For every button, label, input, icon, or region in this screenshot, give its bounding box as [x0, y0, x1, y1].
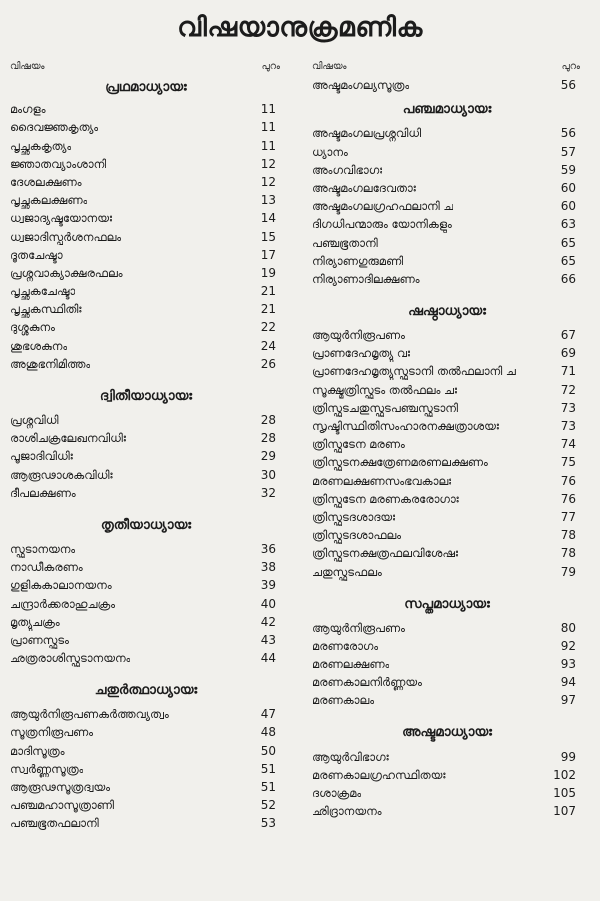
- entry-page: 19: [260, 265, 276, 280]
- entry-page: 60: [560, 180, 576, 195]
- entry-page: 48: [260, 725, 276, 740]
- chapter-gap: [10, 502, 282, 510]
- toc-entry: [312, 179, 582, 197]
- entry-page: 30: [260, 467, 276, 482]
- entry-topic: പ്രാണസ്ഫുടം: [10, 632, 69, 647]
- entry-page: 26: [260, 356, 276, 371]
- entry-page: 11: [260, 102, 276, 117]
- right-column: [312, 58, 582, 828]
- toc-entry: [10, 209, 282, 227]
- entry-topic: ദൈവജ്ഞകൃത്യം: [10, 120, 99, 135]
- toc-entry: [312, 142, 582, 160]
- entry-topic: അഷ്ടമംഗല്യസൂത്രം: [312, 78, 410, 93]
- entry-topic: രാശിചക്രലേഖനവിധിഃ: [10, 431, 126, 446]
- toc-entry: [312, 399, 582, 417]
- toc-entry: [10, 778, 282, 796]
- entry-topic: ത്രിസ്ഫുടനക്ഷത്രേണമരണലക്ഷണം: [312, 455, 488, 470]
- toc-entry: [312, 233, 582, 251]
- entry-page: 44: [260, 651, 276, 666]
- toc-entry: [312, 691, 582, 709]
- entry-topic: അഷ്ടമംഗലപ്രശ്നവിധി: [312, 126, 422, 141]
- chapter-heading: പ്രഥമാധ്യായഃ: [105, 79, 187, 95]
- entry-page: 56: [560, 78, 576, 93]
- entry-page: 99: [560, 749, 576, 764]
- toc-entry: [10, 118, 282, 136]
- toc-entry: [10, 411, 282, 429]
- chapter-gap: [312, 288, 582, 296]
- page-heading: പുറം: [261, 61, 280, 72]
- entry-page: 66: [560, 271, 576, 286]
- chapter-heading: ദ്വിതീയാധ്യായഃ: [99, 387, 193, 404]
- chapter-heading: ഷഷ്ഠാധ്യായഃ: [408, 302, 486, 319]
- toc-entry: [312, 417, 582, 435]
- entry-topic: പൃച്ഛകസ്ഥിതിഃ: [10, 302, 82, 317]
- chapter-gap: [10, 373, 282, 381]
- entry-page: 65: [560, 253, 576, 268]
- chapter-heading: തൃതീയാധ്യായഃ: [100, 516, 192, 533]
- toc-entry: [10, 613, 282, 631]
- toc-entry: [10, 741, 282, 759]
- entry-page: 76: [560, 491, 576, 506]
- toc-entry: [10, 246, 282, 264]
- chapter-heading: പഞ്ചമാധ്യായഃ: [402, 101, 492, 118]
- entry-topic: പ്രാണദേഹമൃത്യുസ്ഫുടാനി തൽഫലാനി ച: [312, 364, 516, 379]
- entry-page: 11: [260, 138, 276, 153]
- toc-entry: [312, 326, 582, 344]
- entry-topic: പൃച്ഛകചേഷ്ടാ: [10, 284, 76, 299]
- toc-entry: [312, 619, 582, 637]
- entry-topic: മരണകാലഗ്രഹസ്ഥിതയഃ: [312, 767, 446, 782]
- entry-page: 63: [560, 217, 576, 232]
- entry-page: 22: [260, 320, 276, 335]
- subject-heading: വിഷയം: [10, 61, 45, 72]
- entry-page: 14: [260, 211, 276, 226]
- entry-page: 69: [560, 346, 576, 361]
- entry-page: 21: [260, 284, 276, 299]
- toc-entry: [312, 380, 582, 398]
- entry-topic: പ്രശ്നവിധി: [10, 413, 59, 427]
- entry-page: 38: [260, 560, 276, 575]
- entry-topic: ആയുർനിരൂപണം: [312, 328, 405, 343]
- entry-page: 93: [560, 657, 576, 672]
- entry-page: 12: [260, 174, 276, 189]
- toc-entry: [312, 544, 582, 562]
- entry-topic: സൃഷ്ടിസ്ഥിതിസംഹാരനക്ഷത്രാശയഃ: [312, 419, 500, 433]
- entry-page: 42: [260, 614, 276, 629]
- entry-page: 28: [260, 431, 276, 446]
- toc-entry: [10, 336, 282, 354]
- entry-topic: പ്രാണദേഹമൃത്യു വഃ: [312, 346, 411, 361]
- toc-entry: [10, 558, 282, 576]
- entry-page: 79: [560, 564, 576, 579]
- entry-topic: അഷ്ടമംഗലഗ്രഹഫലാനി ച: [312, 199, 454, 214]
- entry-page: 13: [260, 193, 276, 208]
- entry-topic: ത്രിസ്ഫുടചതുസ്ഫുടപഞ്ചസ്ഫുടാനി: [312, 400, 458, 415]
- toc-entry: [10, 576, 282, 594]
- toc-entry: [312, 655, 582, 673]
- entry-page: 53: [260, 816, 276, 831]
- toc-entry: [10, 155, 282, 173]
- toc-entry: [10, 300, 282, 318]
- entry-topic: നിര്യാണഗുരുമണി: [312, 253, 404, 268]
- entry-page: 28: [260, 413, 276, 427]
- entry-topic: പ്രശ്നവാക്യാക്ഷരഫലം: [10, 265, 123, 280]
- toc-entry: [312, 562, 582, 580]
- left-column: [10, 58, 282, 840]
- entry-page: 92: [560, 638, 576, 653]
- entry-topic: ദൂതചേഷ്ടാ: [10, 247, 63, 262]
- entry-topic: പഞ്ചഭൂതഫലാനി: [10, 816, 99, 831]
- entry-topic: അംഗവിഭാഗഃ: [312, 162, 383, 177]
- toc-entry: [312, 435, 582, 453]
- entry-page: 12: [260, 156, 276, 171]
- page-heading: പുറം: [561, 61, 580, 72]
- entry-page: 105: [553, 786, 576, 800]
- entry-topic: പഞ്ചമഹാസൂത്രാണി: [10, 798, 114, 813]
- toc-entry: [10, 282, 282, 300]
- entry-topic: ആയുർവിഭാഗഃ: [312, 749, 389, 764]
- entry-page: 73: [560, 419, 576, 433]
- chapter-heading: ചതുർത്ഥാധ്യായഃ: [94, 682, 198, 699]
- chapter-gap: [312, 709, 582, 717]
- toc-entry: [10, 540, 282, 558]
- toc-entry: [312, 161, 582, 179]
- toc-entry: [312, 766, 582, 784]
- entry-page: 40: [260, 596, 276, 611]
- chapter-gap: [312, 820, 582, 828]
- entry-page: 72: [560, 382, 576, 397]
- entry-page: 24: [260, 338, 276, 353]
- entry-topic: ആയുർനിരൂപണം: [312, 620, 405, 635]
- entry-topic: അഷ്ടമംഗലദേവതാഃ: [312, 180, 416, 195]
- toc-entry: [312, 747, 582, 765]
- toc-entry: [312, 215, 582, 233]
- entry-topic: ധ്വജാദ്യഷ്ടയോനയഃ: [10, 211, 113, 226]
- entry-topic: ജ്ഞാതവ്യാംശാനി: [10, 156, 107, 171]
- toc-entry: [10, 100, 282, 118]
- chapter-heading: സപ്തമാധ്യായഃ: [404, 595, 490, 612]
- page-title: വിഷയാനുക്രമണിക: [177, 12, 423, 43]
- entry-page: 97: [560, 693, 576, 708]
- entry-page: 73: [560, 400, 576, 415]
- toc-entry: [10, 594, 282, 612]
- toc-entry: [312, 508, 582, 526]
- toc-entry: [10, 318, 282, 336]
- toc-entry: [312, 344, 582, 362]
- entry-page: 47: [260, 707, 276, 722]
- toc-entry: [312, 362, 582, 380]
- toc-entry: [10, 355, 282, 373]
- subject-heading: വിഷയം: [312, 61, 347, 72]
- chapter-gap: [10, 832, 282, 840]
- entry-page: 39: [260, 578, 276, 593]
- entry-topic: ആരൂഢാശകവിധിഃ: [10, 467, 113, 482]
- entry-topic: ആയുർനിരൂപണകർത്തവ്യത്വം: [10, 707, 169, 722]
- toc-entry: [312, 637, 582, 655]
- toc-entry: [10, 796, 282, 814]
- entry-topic: ഛത്രരാശിസ്ഫുടാനയനം: [10, 651, 131, 666]
- toc-entry: [10, 465, 282, 483]
- toc-entry: [10, 760, 282, 778]
- entry-page: 78: [560, 546, 576, 561]
- chapter-gap: [10, 667, 282, 675]
- entry-topic: ശുഭശകുനം: [10, 338, 68, 353]
- entry-topic: ദുശ്ശകുനം: [10, 320, 55, 335]
- entry-topic: സ്വർണ്ണസൂത്രം: [10, 761, 84, 776]
- entry-topic: മൃത്യുചക്രം: [10, 614, 60, 629]
- entry-page: 51: [260, 780, 276, 794]
- entry-page: 74: [560, 437, 576, 452]
- toc-entry: [312, 526, 582, 544]
- toc-entry: [312, 124, 582, 142]
- entry-page: 36: [260, 541, 276, 556]
- entry-topic: ത്രിസ്ഫുടദശാദയഃ: [312, 509, 396, 524]
- entry-page: 11: [260, 120, 276, 135]
- entry-page: 71: [560, 364, 576, 379]
- entry-page: 17: [260, 247, 276, 262]
- chapter-heading: അഷ്ടമാധ്യായഃ: [402, 724, 492, 741]
- entry-topic: ത്രിസ്ഫുടേന മരണം: [312, 437, 405, 452]
- toc-entry: [312, 197, 582, 215]
- toc-entry: [312, 270, 582, 288]
- entry-page: 78: [560, 528, 576, 543]
- entry-topic: മരണകാലനിർണ്ണയം: [312, 675, 422, 690]
- toc-entry: [312, 673, 582, 691]
- toc-entry: [312, 471, 582, 489]
- entry-topic: ദിഗധിപന്മാരും യോനികളും: [312, 217, 452, 232]
- toc-entry: [10, 705, 282, 723]
- toc-entry: [10, 191, 282, 209]
- entry-page: 50: [260, 743, 276, 758]
- toc-entry: [312, 453, 582, 471]
- entry-page: 65: [560, 235, 576, 250]
- entry-page: 76: [560, 473, 576, 488]
- toc-entry: [312, 802, 582, 820]
- entry-topic: സൂക്ഷ്മത്രിസ്ഫുടം തൽഫലം ചഃ: [312, 382, 458, 397]
- toc-entry: [10, 429, 282, 447]
- entry-topic: സ്ഫുടാനയനം: [10, 541, 76, 556]
- entry-topic: ദശാക്രമം: [312, 786, 362, 800]
- toc-entry: [10, 136, 282, 154]
- entry-topic: പൂജാദിവിധിഃ: [10, 449, 73, 464]
- entry-page: 56: [560, 126, 576, 141]
- entry-topic: സൂത്രനിരൂപണം: [10, 725, 94, 740]
- entry-page: 29: [260, 449, 276, 464]
- entry-page: 57: [560, 144, 576, 159]
- entry-page: 21: [260, 302, 276, 317]
- toc-entry: [312, 252, 582, 270]
- entry-page: 107: [553, 804, 576, 819]
- entry-page: 77: [560, 509, 576, 524]
- entry-page: 60: [560, 199, 576, 214]
- toc-entry: [312, 490, 582, 508]
- toc-entry: [10, 723, 282, 741]
- entry-topic: ത്രിസ്ഫുടദശാഫലം: [312, 528, 402, 543]
- column-header: [312, 58, 582, 76]
- entry-page: 94: [560, 675, 576, 690]
- entry-page: 67: [560, 328, 576, 343]
- entry-topic: ത്രിസ്ഫുടേന മരണകരരോഗാഃ: [312, 491, 459, 506]
- entry-page: 43: [260, 632, 276, 647]
- entry-topic: മരണകാലം: [312, 693, 375, 708]
- toc-entry: [10, 264, 282, 282]
- entry-page: 75: [560, 455, 576, 470]
- toc-entry: [10, 447, 282, 465]
- entry-topic: ചതുസ്ഫുടഫലം: [312, 564, 382, 579]
- chapter-gap: [312, 581, 582, 589]
- toc-entry: [10, 814, 282, 832]
- entry-page: 52: [260, 798, 276, 813]
- entry-topic: മരണരോഗം: [312, 638, 379, 653]
- toc-entry: [10, 649, 282, 667]
- entry-topic: ഛിദ്രാനയനം: [312, 804, 382, 819]
- entry-topic: മാദിസൂത്രം: [10, 743, 65, 758]
- entry-topic: ആരൂഢസൂത്രദ്വയം: [10, 780, 111, 794]
- entry-topic: മംഗളം: [10, 102, 46, 117]
- entry-topic: ധ്വജാദിസ്പർശനഫലം: [10, 229, 122, 244]
- toc-entry: [312, 784, 582, 802]
- entry-page: 15: [260, 229, 276, 244]
- entry-page: 80: [560, 620, 576, 635]
- entry-page: 51: [260, 761, 276, 776]
- toc-entry: [10, 173, 282, 191]
- entry-topic: നാഡീകരണം: [10, 560, 83, 575]
- entry-page: 32: [260, 485, 276, 500]
- entry-topic: മരണലക്ഷണം: [312, 657, 390, 672]
- toc-entry: [312, 76, 582, 94]
- entry-topic: മരണലക്ഷണസംഭവകാലഃ: [312, 473, 452, 488]
- column-header: [10, 58, 282, 76]
- entry-topic: നിര്യാണാദിലക്ഷണം: [312, 271, 420, 286]
- entry-topic: ദീപലക്ഷണം: [10, 485, 76, 500]
- entry-topic: ധ്യാനം: [312, 144, 348, 159]
- entry-topic: പൃച്ഛകലക്ഷണം: [10, 193, 88, 208]
- entry-topic: ത്രിസ്ഫുടനക്ഷത്രഫലവിശേഷഃ: [312, 546, 459, 561]
- entry-topic: ചന്ദ്രാർക്കരാഹുചക്രം: [10, 596, 116, 611]
- toc-entry: [10, 631, 282, 649]
- entry-topic: അശുഭനിമിത്തം: [10, 356, 91, 371]
- entry-topic: ദേശലക്ഷണം: [10, 174, 82, 189]
- toc-entry: [10, 484, 282, 502]
- entry-topic: ഗുളികകാലാനയനം: [10, 578, 112, 593]
- entry-topic: പഞ്ചഭൂതാനി: [312, 235, 378, 250]
- entry-page: 102: [553, 767, 576, 782]
- entry-topic: പൃച്ഛകകൃത്യം: [10, 138, 72, 153]
- toc-entry: [10, 227, 282, 245]
- entry-page: 59: [560, 162, 576, 177]
